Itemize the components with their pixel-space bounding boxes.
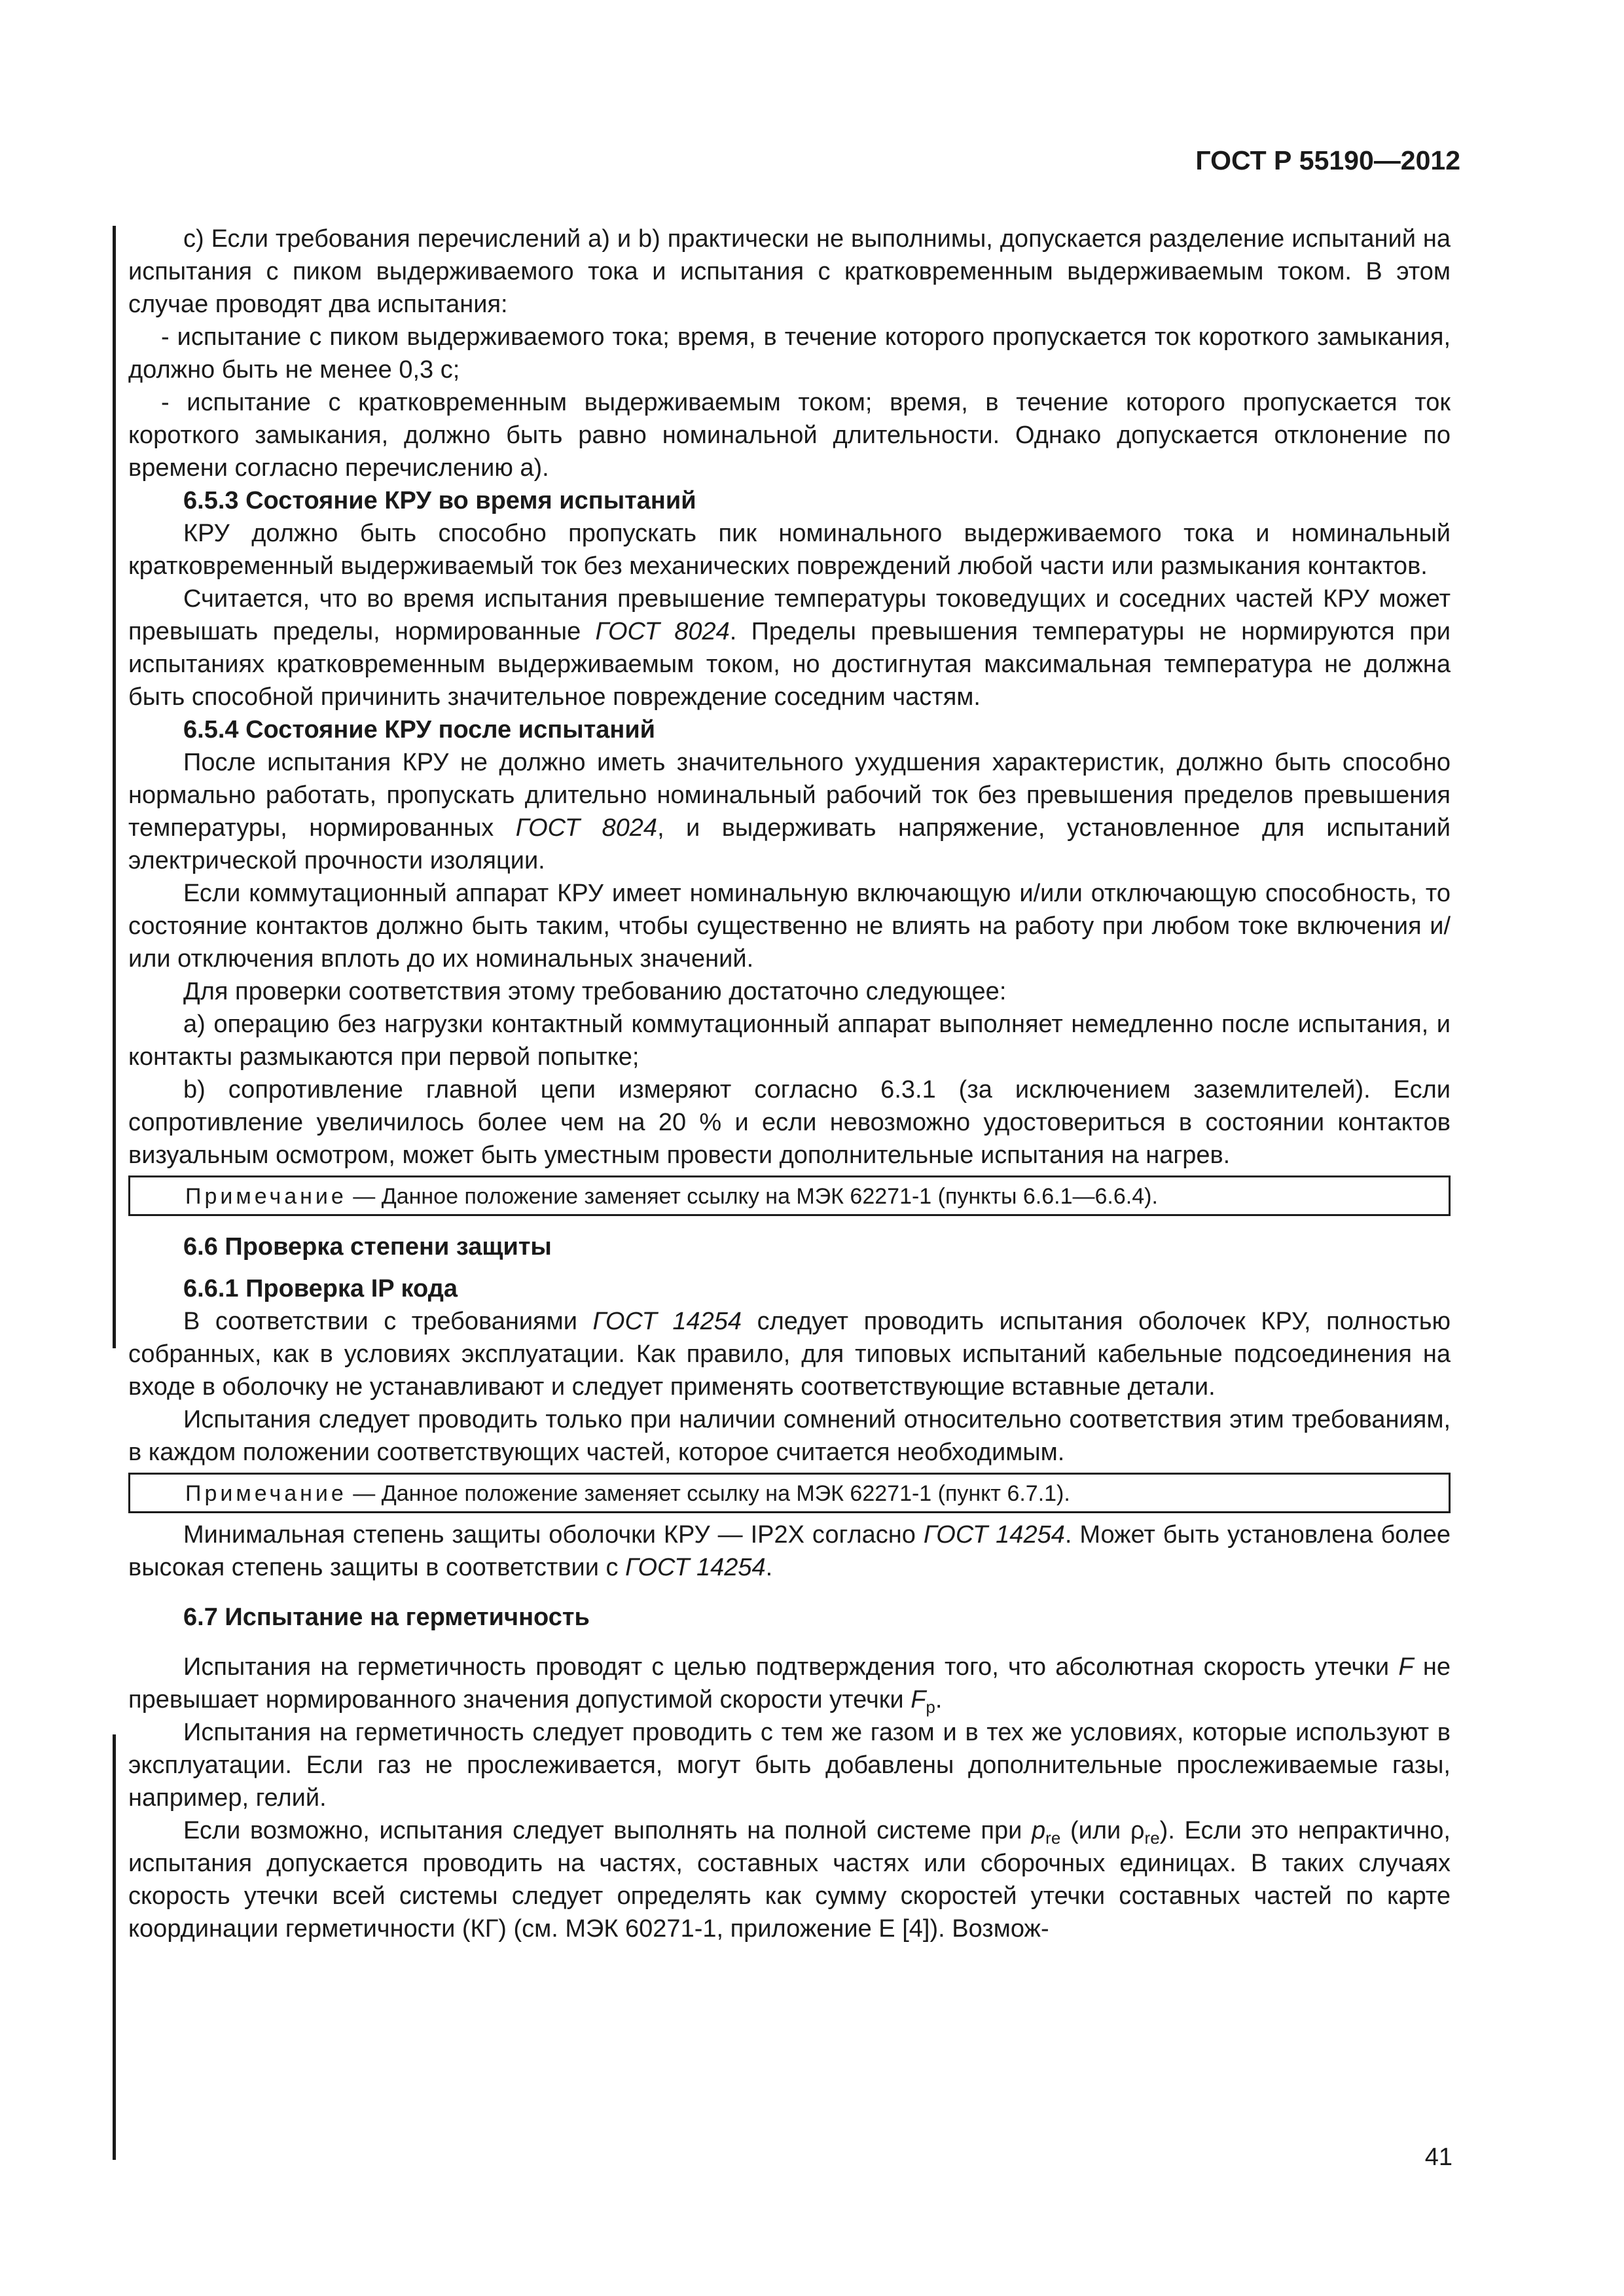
- note-box: [128, 1473, 1451, 1513]
- list-item: - испытание с кратковременным выдерживаемым током; время, в течение которого пропускается ток короткого замыкания, должно быть равно номинальной длительности. Однако допускается отклонение по времени согласно перечислению a).: [128, 389, 1451, 482]
- section-heading: 6.7 Испытание на герметичность: [183, 1604, 590, 1631]
- change-bar: [113, 1734, 116, 2160]
- paragraph: Для проверки соответствия этому требованию достаточно следующее:: [183, 978, 1007, 1005]
- standard-reference: ГОСТ 8024: [595, 618, 730, 645]
- text-run: не превышает нормированного значения допустимой скорости утечки: [128, 1653, 1451, 1713]
- paragraph: c) Если требования перечислений a) и b) практически не выполнимы, допускается разделение испытаний на испытания с пиком выдерживаемого тока и испытания с кратковременным выдерживаемым током. В этом случае проводят два испытания:: [128, 225, 1451, 318]
- paragraph: Испытания на герметичность проводят с целью подтверждения того, что абсолютная скорость утечки F не превышает нормированного значения допустимой скорости утечки $F_p$.: [128, 1653, 1451, 1717]
- text-run: ). Если это непрактично, испытания допускается проводить на частях, составных частях или сборочных единицах. В таких случаях скорость утечки всей системы следует определять как сумму скоростей утечки составных частей по карте координации герметичности (КГ) (см. МЭК 60271-1, приложение Е [4]). Возмож-: [128, 1817, 1451, 1943]
- text-run: Если возможно, испытания следует выполнять на полной системе при: [183, 1817, 1032, 1844]
- note-box: [128, 1175, 1451, 1216]
- spacer: [128, 1221, 1451, 1230]
- standard-reference: ГОСТ 14254: [923, 1521, 1065, 1549]
- text-run: Минимальная степень защиты оболочки КРУ — IP2X согласно: [183, 1521, 924, 1549]
- symbol-subscript: re: [1045, 1828, 1061, 1848]
- paragraph: Минимальная степень защиты оболочки КРУ — IP2X согласно ГОСТ 14254. Может быть установлена более высокая степень защиты в соответствии с ГОСТ 14254.: [128, 1521, 1451, 1581]
- text-run: В соответствии с требованиями: [183, 1308, 593, 1335]
- text-run: , и выдерживать напряжение, установленное для испытаний электрической прочности изоляции.: [128, 814, 1451, 874]
- paragraph: КРУ должно быть способно пропускать пик номинального выдерживаемого тока и номинальный кратковременный выдерживаемый ток без механических повреждений любой части или размыкания контактов.: [128, 520, 1451, 580]
- paragraph: Если коммутационный аппарат КРУ имеет номинальную включающую и/или отключающую способность, то состояние контактов должно быть таким, чтобы существенно не влиять на работу при любом токе включения и/или отключения вплоть до их номинальных значений.: [128, 880, 1451, 973]
- list-item: a) операцию без нагрузки контактный коммутационный аппарат выполняет немедленно после испытания, и контакты размыкаются при первой попытке;: [128, 1011, 1451, 1071]
- list-item: - испытание с пиком выдерживаемого тока; время, в течение которого пропускается ток короткого замыкания, должно быть не менее 0,3 с;: [128, 323, 1451, 384]
- symbol-p: p: [1032, 1817, 1046, 1844]
- text-run: . Пределы превышения температуры не нормируются при испытаниях кратковременным выдерживаемым током, но достигнутая максимальная температура не должна быть способной причинить значительное повреждение соседним частям.: [128, 618, 1451, 711]
- paragraph: [128, 1814, 1451, 1945]
- note-label: Примечание: [185, 1481, 347, 1506]
- paragraph: Испытания на герметичность следует проводить с тем же газом и в тех же условиях, которые используют в эксплуатации. Если газ не прослеживается, могут быть добавлены дополнительные прослеживаемые газы, например, гелий.: [128, 1719, 1451, 1812]
- text-run: Считается, что во время испытания превышение температуры токоведущих и соседних частей КРУ может превышать пределы, нормированные: [128, 585, 1451, 645]
- section-heading: 6.5.4 Состояние КРУ после испытаний: [183, 716, 656, 744]
- text-run: После испытания КРУ не должно иметь значительного ухудшения характеристик, должно быть способно нормально работать, пропускать длительно номинальный рабочий ток без превышения пределов превышения температуры, нормированных: [128, 749, 1451, 842]
- text-run: следует проводить испытания оболочек КРУ, полностью собранных, как в условиях эксплуатации. Как правило, для типовых испытаний кабельные подсоединения на входе в оболочку не устанавливают и следует применять соответствующие вставные детали.: [128, 1308, 1451, 1401]
- document-body: [128, 223, 1451, 1945]
- spacer: [128, 1263, 1451, 1272]
- standard-number: ГОСТ Р 55190—2012: [1195, 145, 1460, 175]
- standard-reference: ГОСТ 8024: [515, 814, 658, 842]
- list-item: b) сопротивление главной цепи измеряют согласно 6.3.1 (за исключением заземлителей). Если сопротивление увеличилось более чем на 20 % и если невозможно удостовериться в состоянии контактов визуальным осмотром, может быть уместным провести дополнительные испытания на нагрев.: [128, 1076, 1451, 1169]
- paragraph: [128, 1305, 1451, 1403]
- note-label: Примечание: [185, 1184, 347, 1209]
- change-bar: [113, 226, 116, 1348]
- symbol-rho: ρ: [1130, 1817, 1145, 1844]
- standard-reference: ГОСТ 14254: [592, 1308, 742, 1335]
- page-number: 41: [1424, 2144, 1453, 2171]
- text-run: (или: [1060, 1817, 1130, 1844]
- paragraph: Испытания следует проводить только при наличии сомнений относительно соответствия этим требованиям, в каждом положении соответствующих частей, которое считается необходимым.: [128, 1406, 1451, 1466]
- section-heading: 6.5.3 Состояние КРУ во время испытаний: [183, 487, 696, 514]
- note-text: — Данное положение заменяет ссылку на МЭК 62271-1 (пункт 6.7.1).: [346, 1481, 1070, 1506]
- symbol-subscript: re: [1144, 1828, 1160, 1848]
- paragraph: [128, 583, 1451, 713]
- note-text: — Данное положение заменяет ссылку на МЭК 62271-1 (пункты 6.6.1—6.6.4).: [346, 1184, 1158, 1209]
- section-heading: 6.6 Проверка степени защиты: [183, 1233, 552, 1261]
- section-heading: 6.6.1 Проверка IP кода: [183, 1275, 458, 1302]
- spacer: [128, 1634, 1451, 1651]
- text-run: Испытания на герметичность проводят с целью подтверждения того, что абсолютная скорость утечки: [183, 1653, 1399, 1681]
- text-run: . Может быть установлена более высокая степень защиты в соответствии с: [128, 1521, 1451, 1581]
- spacer: [128, 1584, 1451, 1601]
- paragraph: [128, 746, 1451, 877]
- symbol-subscript: p: [926, 1697, 935, 1717]
- symbol-F: F: [1398, 1653, 1414, 1681]
- standard-reference: ГОСТ 14254: [625, 1554, 766, 1581]
- symbol-Fp: F: [911, 1686, 926, 1713]
